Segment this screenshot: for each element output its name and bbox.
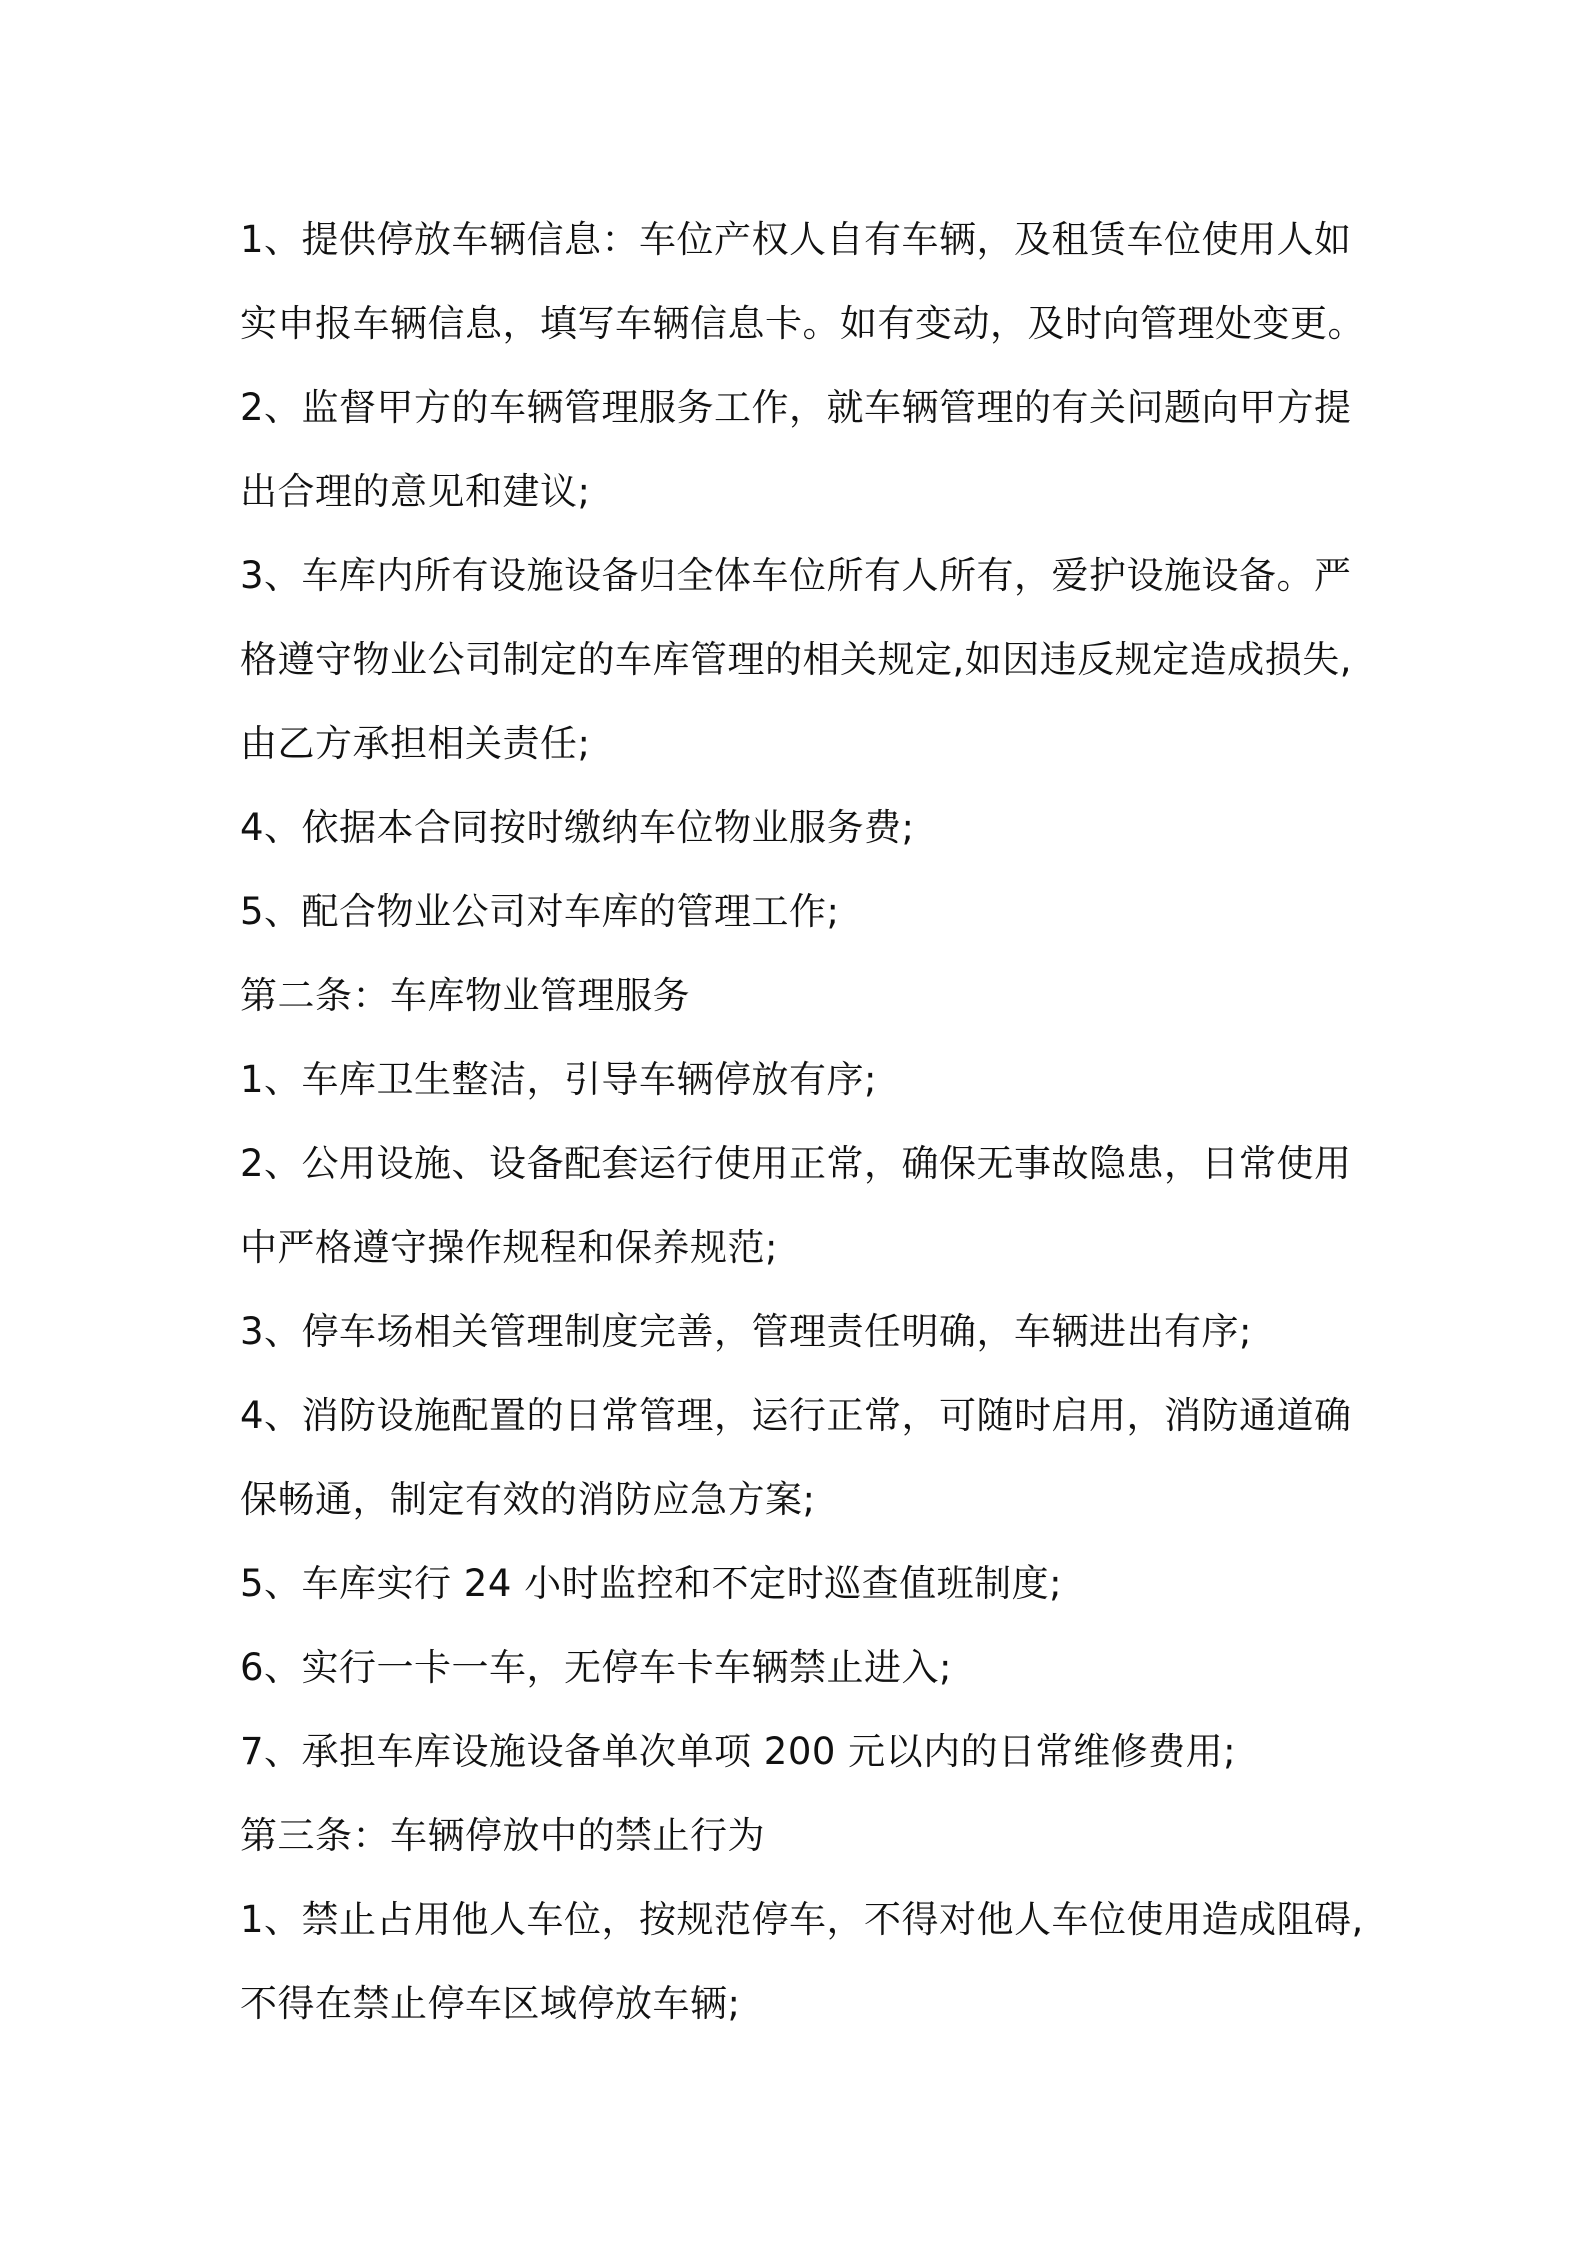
text-line: 不得在禁止停车区域停放车辆; — [240, 1982, 741, 2025]
text-line: 3、车库内所有设施设备归全体车位所有人所有，爱护设施设备。严 — [240, 554, 1352, 597]
text-line: 1、禁止占用他人车位，按规范停车，不得对他人车位使用造成阻碍, — [240, 1898, 1364, 1941]
text-line: 4、消防设施配置的日常管理，运行正常，可随时启用，消防通道确 — [240, 1394, 1352, 1437]
section-heading: 第三条：车辆停放中的禁止行为 — [240, 1814, 765, 1857]
text-line: 3、停车场相关管理制度完善，管理责任明确，车辆进出有序; — [240, 1310, 1253, 1353]
text-line: 5、配合物业公司对车库的管理工作; — [240, 890, 840, 933]
text-line: 实申报车辆信息，填写车辆信息卡。如有变动，及时向管理处变更。 — [240, 302, 1365, 345]
text-line: 5、车库实行 24 小时监控和不定时巡查值班制度; — [240, 1562, 1063, 1605]
text-line: 2、监督甲方的车辆管理服务工作，就车辆管理的有关问题向甲方提 — [240, 386, 1352, 429]
section-heading: 第二条：车库物业管理服务 — [240, 974, 690, 1017]
text-line: 2、公用设施、设备配套运行使用正常，确保无事故隐患，日常使用 — [240, 1142, 1352, 1185]
text-line: 1、提供停放车辆信息：车位产权人自有车辆，及租赁车位使用人如 — [240, 218, 1352, 261]
text-line: 1、车库卫生整洁，引导车辆停放有序; — [240, 1058, 878, 1101]
text-line: 出合理的意见和建议; — [240, 470, 591, 513]
text-line: 中严格遵守操作规程和保养规范; — [240, 1226, 778, 1269]
text-line: 4、依据本合同按时缴纳车位物业服务费; — [240, 806, 915, 849]
text-line: 格遵守物业公司制定的车库管理的相关规定,如因违反规定造成损失, — [240, 638, 1353, 681]
text-line: 6、实行一卡一车，无停车卡车辆禁止进入; — [240, 1646, 953, 1689]
text-line: 由乙方承担相关责任; — [240, 722, 591, 765]
text-line: 保畅通，制定有效的消防应急方案; — [240, 1478, 816, 1521]
text-line: 7、承担车库设施设备单次单项 200 元以内的日常维修费用; — [240, 1730, 1237, 1773]
document-body — [240, 198, 1370, 2046]
